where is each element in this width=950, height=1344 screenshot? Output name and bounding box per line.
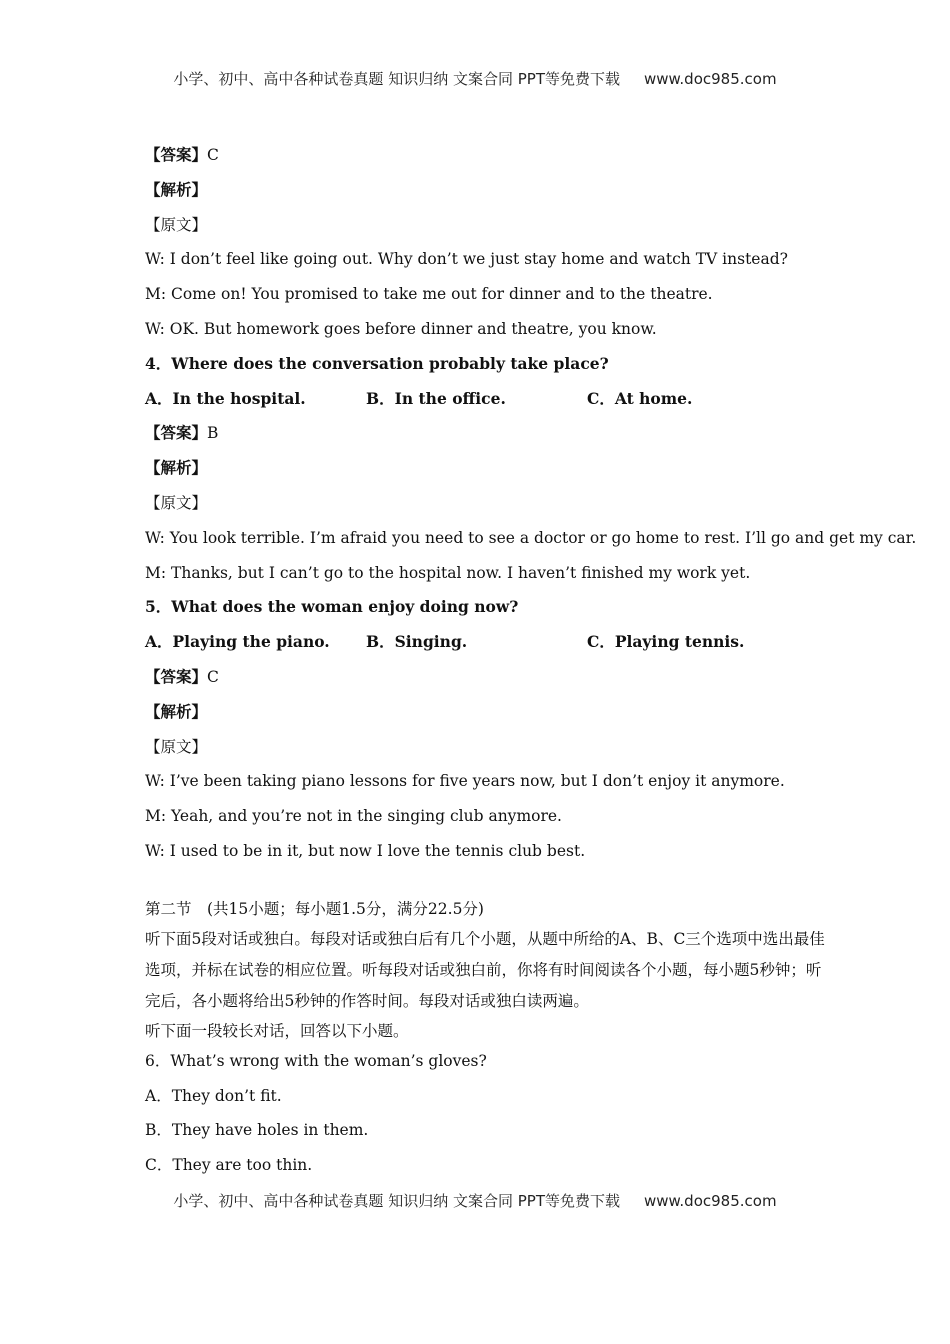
section-2-title: 第二节 (共15小题；每小题1.5分，满分22.5分) xyxy=(145,899,484,918)
analysis-label: 【解析】 xyxy=(145,179,208,199)
question-4-options xyxy=(145,389,825,424)
answer-value: C xyxy=(207,667,219,686)
question-5-options xyxy=(145,632,825,667)
transcript-line: W: OK. But homework goes before dinner and theatre, you know. xyxy=(145,319,657,338)
question-6: 6．What’s wrong with the woman’s gloves? xyxy=(145,1051,487,1070)
page-footer xyxy=(0,1190,950,1211)
option-c: C．Playing tennis. xyxy=(587,632,745,652)
document-body xyxy=(145,145,917,1190)
transcript-line: M: Come on! You promised to take me out for dinner and to the theatre. xyxy=(145,285,713,304)
option-b: B．They have holes in them. xyxy=(145,1121,369,1140)
transcript-line: M: Yeah, and you’re not in the singing club anymore. xyxy=(145,807,562,826)
section-2-prompt: 听下面一段较长对话，回答以下小题。 xyxy=(145,1022,409,1041)
header-url[interactable]: www.doc985.com xyxy=(643,70,777,88)
answer-label: 【答案】 xyxy=(145,423,208,443)
option-a: A．In the hospital. xyxy=(145,388,306,408)
option-a: A．They don’t fit. xyxy=(145,1086,282,1105)
section-2-instructions: 听下面5段对话或独白。每段对话或独白后有几个小题，从题中所给的A、B、C三个选项中选出最佳选项，并标在试卷的相应位置。听每段对话或独白前，你将有时间阅读各个小题，每小题5秒钟；听完后，各小题将给出5秒钟的作答时间。每段对话或独白读两遍。 xyxy=(145,930,825,1010)
original-label: 【原文】 xyxy=(145,493,208,512)
question-4: 4．Where does the conversation probably take place? xyxy=(145,353,609,373)
option-a: A．Playing the piano. xyxy=(145,632,330,652)
answer-label: 【答案】 xyxy=(145,145,208,164)
original-label: 【原文】 xyxy=(145,215,208,234)
transcript-line: W: I’ve been taking piano lessons for five years now, but I don’t enjoy it anymore. xyxy=(145,772,785,791)
original-label: 【原文】 xyxy=(145,737,208,756)
analysis-label: 【解析】 xyxy=(145,701,208,721)
answer-value: C xyxy=(207,146,219,164)
transcript-line: M: Thanks, but I can’t go to the hospital now. I haven’t finished my work yet. xyxy=(145,563,751,582)
footer-url[interactable]: www.doc985.com xyxy=(643,1192,777,1210)
analysis-label: 【解析】 xyxy=(145,458,208,478)
answer-value: B xyxy=(207,424,219,443)
header-text: 小学、初中、高中各种试卷真题 知识归纳 文案合同 PPT等免费下载 xyxy=(173,70,620,88)
answer-line xyxy=(145,423,825,458)
page-header xyxy=(0,68,950,89)
option-c: C．At home. xyxy=(587,388,693,408)
answer-line xyxy=(145,667,825,702)
transcript-line: W: I used to be in it, but now I love the tennis club best. xyxy=(145,841,586,860)
section-gap xyxy=(145,876,825,894)
footer-text: 小学、初中、高中各种试卷真题 知识归纳 文案合同 PPT等免费下载 xyxy=(173,1192,620,1210)
answer-line xyxy=(145,145,825,180)
transcript-line: W: You look terrible. I’m afraid you need to see a doctor or go home to rest. I’ll go and get my car. xyxy=(145,528,917,547)
option-b: B．In the office. xyxy=(366,388,506,408)
question-5: 5．What does the woman enjoy doing now? xyxy=(145,597,519,617)
answer-label: 【答案】 xyxy=(145,666,208,686)
option-c: C．They are too thin. xyxy=(145,1156,313,1175)
transcript-line: W: I don’t feel like going out. Why don’t we just stay home and watch TV instead? xyxy=(145,250,788,269)
option-b: B．Singing. xyxy=(366,632,468,652)
